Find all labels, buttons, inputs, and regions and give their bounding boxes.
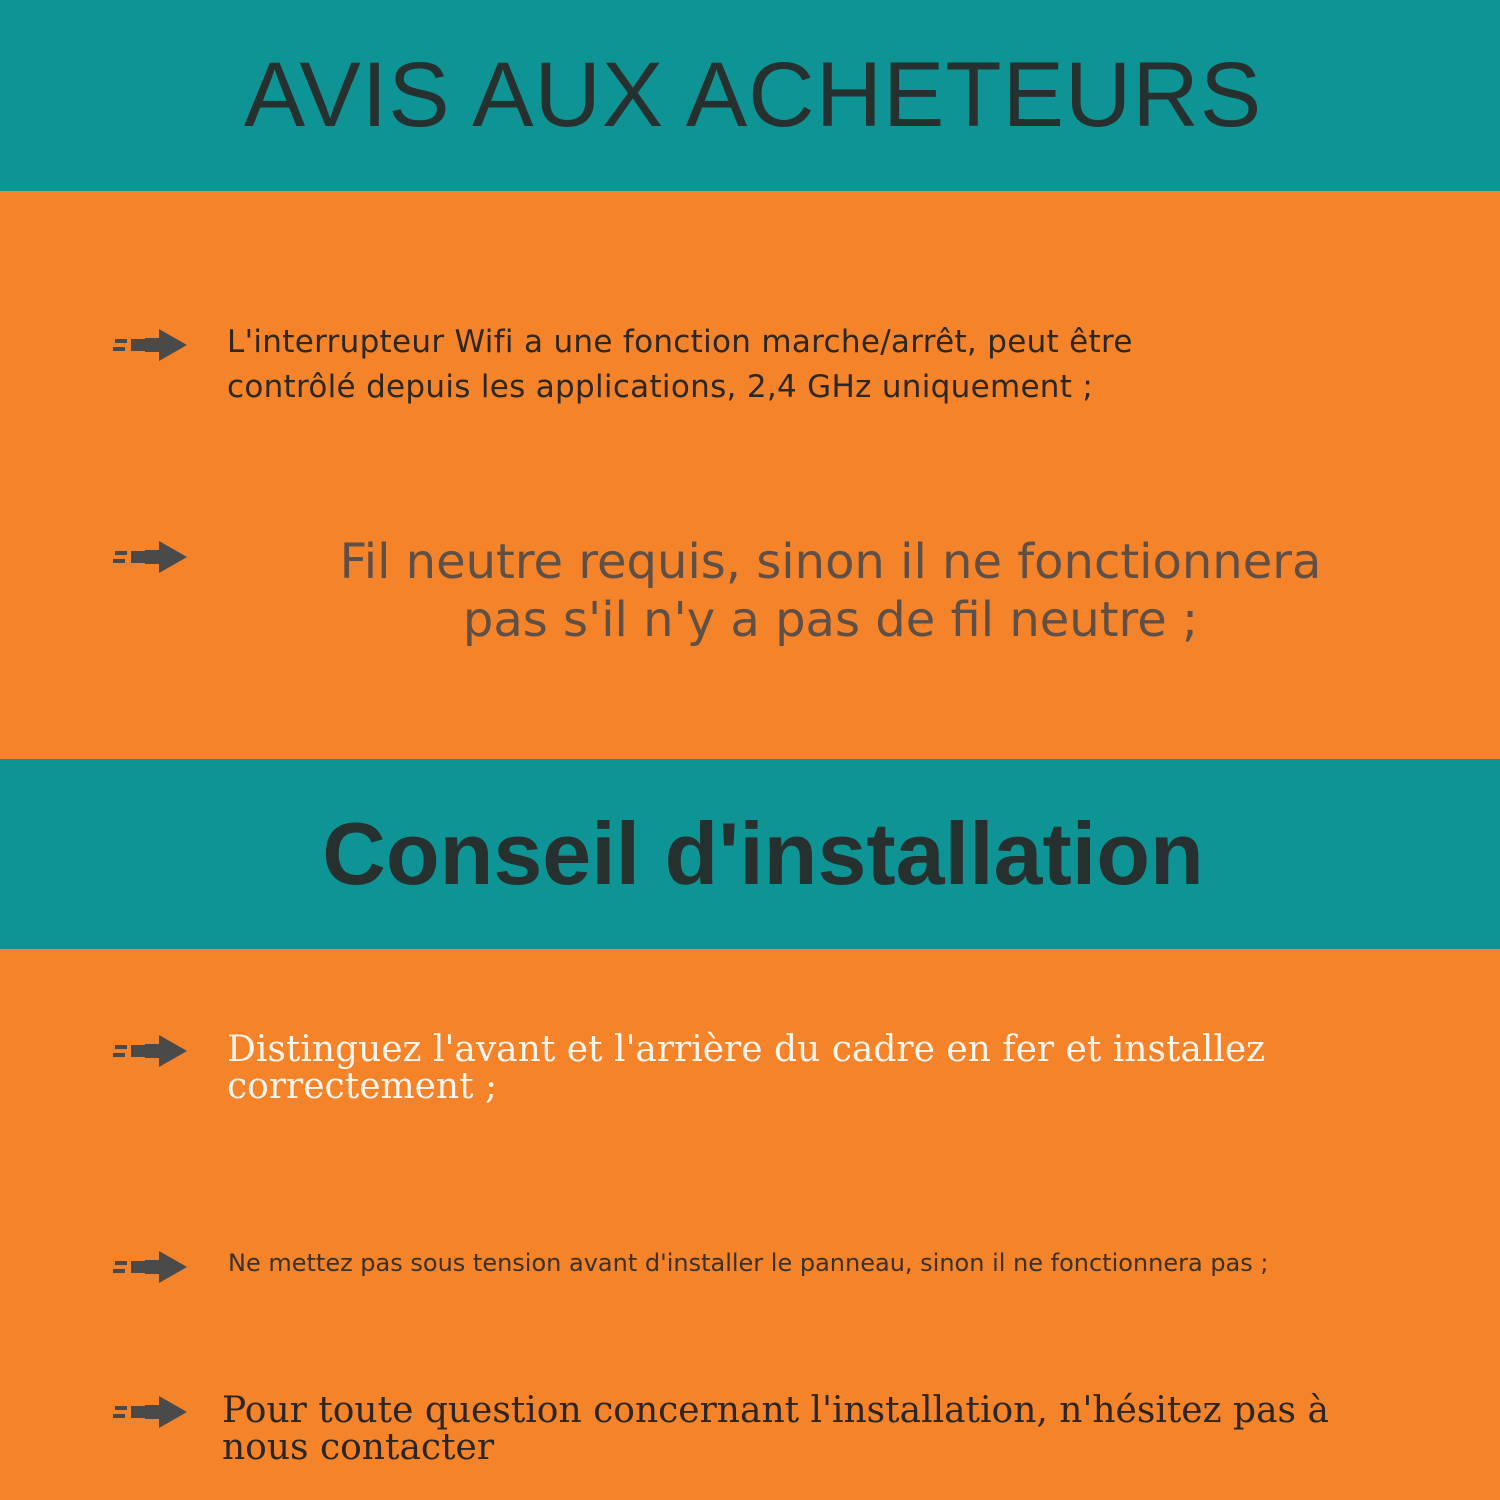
notice-banner (0, 0, 1500, 191)
notice-title: AVIS AUX ACHETEURS (243, 44, 1263, 146)
installation-title: Conseil d'installation (322, 804, 1204, 903)
notice-item-line: pas s'il n'y a pas de fil neutre ; (462, 592, 1199, 648)
installation-item-line: correctement ; (227, 1066, 498, 1107)
arrow-right-icon (113, 538, 187, 576)
arrow-right-icon (113, 1393, 187, 1431)
arrow-right-icon (113, 1248, 187, 1286)
installation-item-line: nous contacter (222, 1427, 495, 1468)
notice-item-line: L'interrupteur Wifi a une fonction marche/arrêt, peut être (227, 324, 1133, 360)
notice-item-wifi (227, 320, 1133, 410)
notice-item-line: contrôlé depuis les applications, 2,4 GHz uniquement ; (227, 369, 1094, 405)
installation-banner (0, 759, 1500, 949)
notice-item-line: Fil neutre requis, sinon il ne fonctionnera (339, 534, 1322, 590)
installation-item-contact (222, 1392, 1329, 1466)
notice-panel (0, 191, 1500, 759)
installation-item-line: Distinguez l'avant et l'arrière du cadre en fer et installez (227, 1029, 1266, 1070)
arrow-right-icon (113, 1032, 187, 1070)
installation-item-line: Ne mettez pas sous tension avant d'installer le panneau, sinon il ne fonctionnera pas ; (228, 1249, 1269, 1277)
notice-item-neutral-wire (228, 533, 1433, 649)
installation-item-line: Pour toute question concernant l'installation, n'hésitez pas à (222, 1390, 1329, 1431)
installation-item-frame (227, 1031, 1265, 1105)
installation-item-power (228, 1248, 1268, 1278)
arrow-right-icon (113, 326, 187, 364)
